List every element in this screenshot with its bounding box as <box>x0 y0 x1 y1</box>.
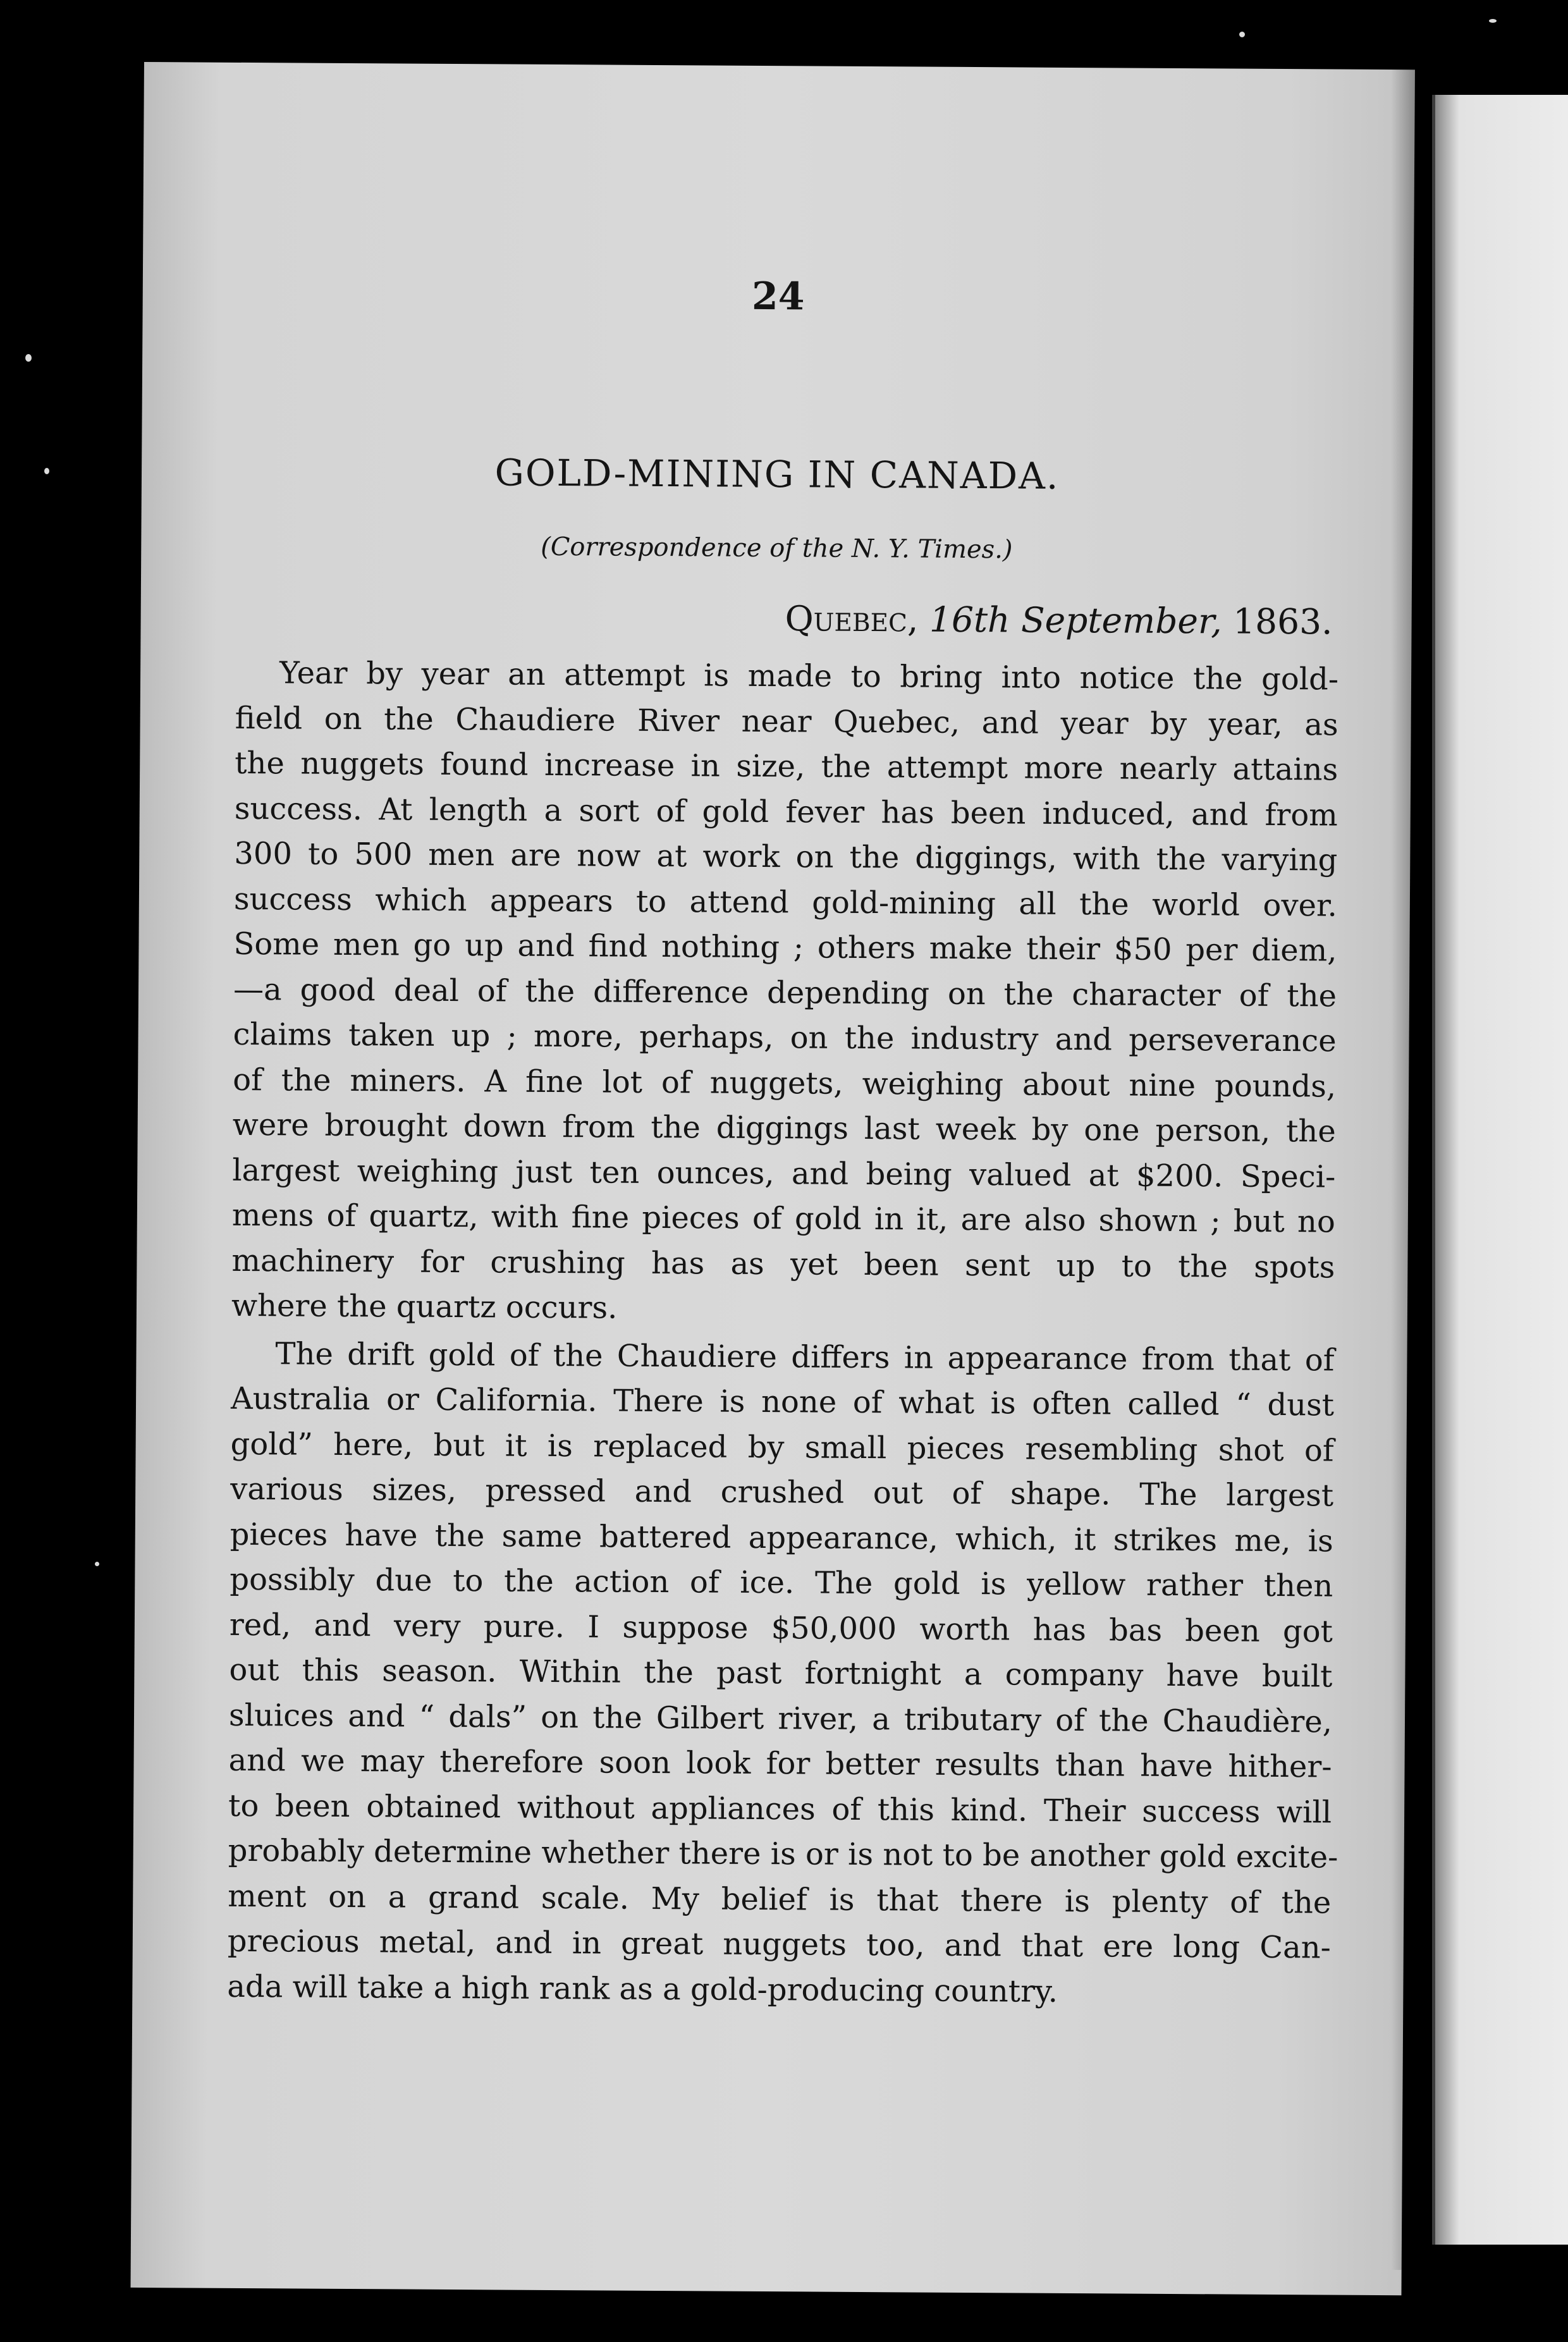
text-line: —a good deal of the difference depending on the character of the <box>233 971 1337 1014</box>
article-body <box>227 651 1338 2016</box>
text-line: were brought down from the diggings last week by one person, the <box>232 1107 1336 1150</box>
text-line: machinery for crushing has as yet been sent up to the spots <box>231 1242 1335 1285</box>
scan-speck <box>1489 19 1497 23</box>
text-line: mens of quartz, with fine pieces of gold in it, are also shown ; but no <box>231 1197 1335 1240</box>
text-line: 300 to 500 men are now at work on the diggings, with the varying <box>234 835 1338 878</box>
paragraph-2 <box>227 1331 1338 2016</box>
dateline <box>785 598 1332 642</box>
text-line: gold” here, but it is replaced by small pieces resembling shot of <box>230 1426 1334 1469</box>
text-line: probably determine whether there is or is not to be another gold excite- <box>228 1832 1338 1875</box>
text-line: of the miners. A fine lot of nuggets, weighing about nine pounds, <box>233 1062 1337 1105</box>
book-page <box>130 62 1414 2295</box>
dateline-year: 1863. <box>1232 601 1333 642</box>
dateline-month: September, <box>1020 599 1222 642</box>
scan-speck <box>44 468 49 474</box>
text-line: success. At length a sort of gold fever has been induced, and from <box>234 790 1338 833</box>
text-line: and we may therefore soon look for better results than have hither- <box>228 1742 1332 1785</box>
scan-speck <box>1239 32 1245 37</box>
page-number: 24 <box>751 274 805 319</box>
paragraph-1 <box>231 651 1339 1335</box>
scan-speck <box>25 354 32 362</box>
gutter-shadow <box>1391 70 1435 2270</box>
text-line: Year by year an attempt is made to bring into notice the gold- <box>279 655 1339 697</box>
text-line: various sizes, pressed and crushed out of shape. The largest <box>230 1471 1334 1514</box>
text-line: claims taken up ; more, perhaps, on the industry and perseverance <box>233 1016 1337 1059</box>
text-line: sluices and “ dals” on the Gilbert river, a tributary of the Chaudière, <box>228 1697 1333 1740</box>
scan-speck <box>95 1562 99 1566</box>
text-line: out this season. Within the past fortnight a company have built <box>229 1652 1333 1695</box>
text-line: success which appears to attend gold-mining all the world over. <box>233 881 1338 924</box>
text-line: possibly due to the action of ice. The gold is yellow rather then <box>230 1561 1333 1604</box>
text-line: ment on a grand scale. My belief is that there is plenty of the <box>228 1878 1332 1921</box>
text-line: where the quartz occurs. <box>231 1287 618 1326</box>
dateline-place: Quebec, <box>785 598 919 640</box>
text-line: Australia or California. There is none of what is often called “ dust <box>230 1380 1335 1423</box>
text-line: largest weighing just ten ounces, and being valued at $200. Speci- <box>232 1152 1336 1195</box>
facing-page-edge <box>1432 95 1568 2245</box>
text-line: pieces have the same battered appearance, which, it strikes me, is <box>230 1516 1333 1559</box>
article-title: GOLD-MINING IN CANADA. <box>494 451 1060 498</box>
text-line: The drift gold of the Chaudiere differs in appearance from that of <box>275 1335 1335 1378</box>
text-line: precious metal, and in great nuggets too, and that ere long Can- <box>227 1923 1331 1966</box>
text-line: to been obtained without appliances of this kind. Their success will <box>228 1787 1332 1830</box>
text-line: field on the Chaudiere River near Quebec, and year by year, as <box>235 700 1338 743</box>
dateline-day: 16th <box>929 599 1010 641</box>
text-line: red, and very pure. I suppose $50,000 worth has bas been got <box>229 1607 1333 1650</box>
text-line: the nuggets found increase in size, the attempt more nearly attains <box>235 745 1338 788</box>
article-subtitle: (Correspondence of the N. Y. Times.) <box>541 532 1013 565</box>
text-line: Some men go up and find nothing ; others make their $50 per diem, <box>233 926 1337 969</box>
text-line: ada will take a high rank as a gold-producing country. <box>227 1968 1058 2009</box>
